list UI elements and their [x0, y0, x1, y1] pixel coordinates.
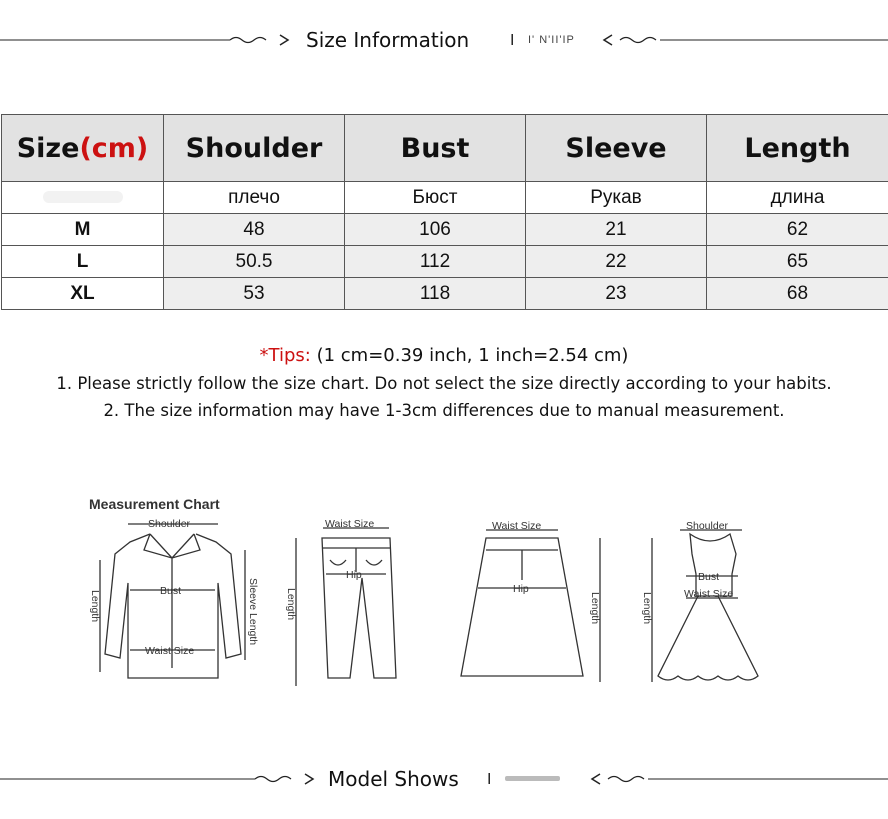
dress-diagram	[652, 530, 758, 682]
value-cell: 53	[164, 278, 345, 310]
size-header-cell	[2, 115, 164, 182]
label-shoulder: Shoulder	[148, 518, 191, 530]
value-cell: 50.5	[164, 246, 345, 278]
measurement-diagrams	[80, 490, 800, 710]
translation-cell: плечо	[164, 182, 345, 214]
table-row	[2, 214, 888, 246]
skirt-diagram	[461, 530, 600, 682]
blurred-text	[505, 776, 560, 781]
label-length: Length	[589, 592, 601, 625]
label-length: Length	[89, 590, 101, 623]
value-cell: 62	[707, 214, 888, 246]
size-unit: (cm)	[79, 132, 149, 164]
title-separator: I	[510, 32, 515, 49]
measurement-chart-title: Measurement Chart	[89, 496, 220, 512]
label-hip: Hip	[346, 569, 362, 581]
section-title: Size Information	[300, 28, 475, 52]
pants-diagram	[296, 528, 396, 686]
translation-cell: Рукав	[526, 182, 707, 214]
translation-row	[2, 182, 888, 214]
label-bust: Bust	[160, 585, 182, 597]
tips-line	[0, 345, 888, 366]
label-shoulder: Shoulder	[686, 520, 729, 532]
column-header: Bust	[345, 115, 526, 182]
size-cell: XL	[2, 278, 164, 310]
label-waist: Waist Size	[325, 518, 375, 530]
translation-cell: Бюст	[345, 182, 526, 214]
label-waist: Waist Size	[492, 520, 542, 532]
section-title: Model Shows	[322, 767, 465, 791]
tips-conversion: (1 cm=0.39 inch, 1 inch=2.54 cm)	[310, 345, 629, 366]
section-header-model-shows	[0, 765, 888, 795]
table-row	[2, 246, 888, 278]
value-cell: 68	[707, 278, 888, 310]
tips-label: *Tips:	[259, 345, 311, 366]
translation-cell: длина	[707, 182, 888, 214]
value-cell: 21	[526, 214, 707, 246]
size-label: Size	[16, 132, 80, 164]
blurred-cell	[2, 182, 164, 214]
column-header: Sleeve	[526, 115, 707, 182]
table-header-row	[2, 115, 888, 182]
table-row	[2, 278, 888, 310]
label-bust: Bust	[698, 571, 720, 583]
label-length: Length	[641, 592, 653, 625]
label-waist: Waist Size	[684, 588, 734, 600]
column-header: Shoulder	[164, 115, 345, 182]
label-sleeve: Sleeve Length	[247, 578, 259, 646]
note-2: 2. The size information may have 1-3cm differences due to manual measurement.	[103, 401, 785, 420]
label-waist: Waist Size	[145, 645, 195, 657]
title-separator: I	[487, 771, 492, 788]
label-length: Length	[285, 588, 297, 621]
section-header-size-info	[0, 26, 888, 56]
value-cell: 22	[526, 246, 707, 278]
note-1: 1. Please strictly follow the size chart. Do not select the size directly according to your habits.	[56, 374, 832, 393]
label-hip: Hip	[513, 583, 529, 595]
size-cell: M	[2, 214, 164, 246]
blurred-text	[43, 191, 123, 203]
value-cell: 118	[345, 278, 526, 310]
value-cell: 65	[707, 246, 888, 278]
value-cell: 106	[345, 214, 526, 246]
value-cell: 23	[526, 278, 707, 310]
column-header: Length	[707, 115, 888, 182]
garbled-text: I' N'II'IP	[528, 34, 575, 46]
value-cell: 48	[164, 214, 345, 246]
size-cell: L	[2, 246, 164, 278]
value-cell: 112	[345, 246, 526, 278]
size-table	[1, 114, 888, 310]
